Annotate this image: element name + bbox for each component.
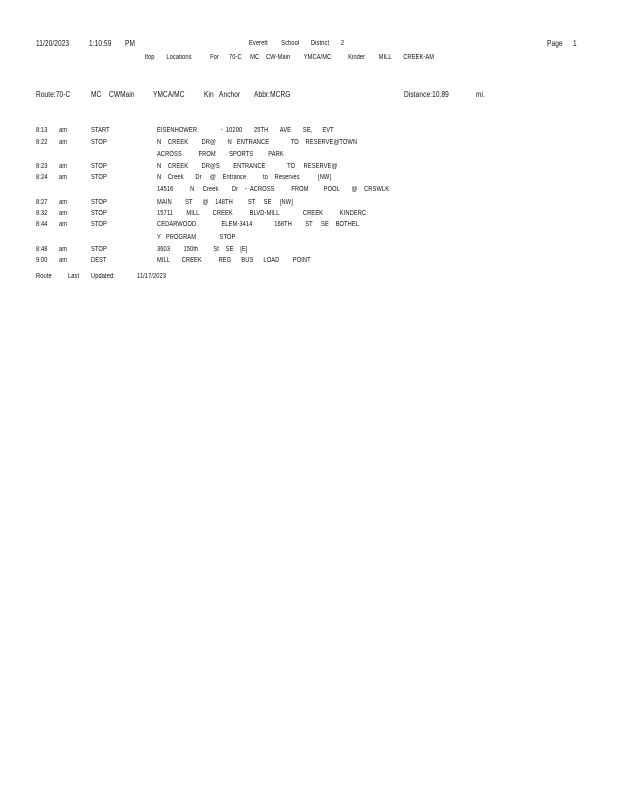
stop-type: STOP: [91, 163, 107, 170]
page-number: 1: [573, 39, 577, 48]
stop-ampm: am: [59, 246, 68, 253]
stop-description: N CREEK DR@ N ENTRANCE TO RESERVE@TOWN: [157, 139, 358, 146]
route-kin: Kin: [204, 90, 214, 99]
stop-ampm: am: [59, 127, 68, 134]
stop-type: STOP: [91, 174, 107, 181]
stop-ampm: am: [59, 139, 68, 146]
stop-time: 8:27: [36, 199, 48, 206]
report-date: 11/20/2023: [36, 39, 70, 48]
stop-description: N CREEK DR@S ENTRANCE TO RESERVE@: [157, 163, 338, 170]
stop-time: 9:00: [36, 257, 48, 264]
stop-type: DEST: [91, 257, 107, 264]
report-subtitle: ltop Locations For 70-C MC CW-Main YMCA/MC Kinder MILL CREEK-AM: [145, 54, 435, 61]
route-mc: MC: [91, 90, 102, 99]
stop-description: 3603 150th St SE [E]: [157, 246, 248, 253]
footer-route-label: Route: [36, 273, 52, 280]
route-distance-unit: mi.: [476, 90, 485, 99]
stop-time: 8:22: [36, 139, 48, 146]
stop-type: STOP: [91, 199, 107, 206]
route-abbr: Abbr:MCRG: [254, 90, 291, 99]
route-id: Route:70-C: [36, 90, 71, 99]
report-ampm: PM: [125, 39, 136, 48]
stop-description: 14516 N Creek Dr - ACROSS FROM POOL @ CRSWLK: [157, 186, 390, 193]
stop-time: 8:32: [36, 210, 48, 217]
stop-ampm: am: [59, 163, 68, 170]
route-distance: Distance:10.89: [404, 90, 449, 99]
stop-description: MAIN ST @ 148TH ST SE [NW]: [157, 199, 293, 206]
stop-ampm: am: [59, 199, 68, 206]
stop-description: EISENHOWER - 10200 25TH AVE SE, EVT: [157, 127, 334, 134]
stop-description: Y PROGRAM STOP: [157, 234, 236, 241]
stop-type: STOP: [91, 246, 107, 253]
footer-last-label: Last: [68, 273, 80, 280]
page-label: Page: [547, 39, 563, 48]
route-anchor: Anchor: [219, 90, 241, 99]
stop-ampm: am: [59, 257, 68, 264]
stop-type: STOP: [91, 139, 107, 146]
route-ymca: YMCA/MC: [153, 90, 185, 99]
footer-updated-label: Updated:: [91, 273, 115, 280]
stop-description: 15711 MILL CREEK BLVD-MILL CREEK KINDERC.: [157, 210, 368, 217]
stop-description: ACROSS FROM SPORTS PARK: [157, 151, 284, 158]
footer-updated-date: 11/17/2023: [137, 273, 167, 280]
stop-ampm: am: [59, 221, 68, 228]
stop-ampm: am: [59, 210, 68, 217]
stop-description: MILL CREEK REG BUS LOAD POINT: [157, 257, 311, 264]
stop-type: START: [91, 127, 110, 134]
stop-type: STOP: [91, 210, 107, 217]
stop-type: STOP: [91, 221, 107, 228]
stop-time: 8:24: [36, 174, 48, 181]
stop-ampm: am: [59, 174, 68, 181]
stop-time: 8:48: [36, 246, 48, 253]
stop-time: 8:44: [36, 221, 48, 228]
district-title: Everett School District 2: [249, 40, 345, 47]
stop-description: N Creek Dr @ Entrance to Reserves [NW]: [157, 174, 332, 181]
route-cw: CWMain: [109, 90, 135, 99]
report-time: 1:10:59: [89, 39, 112, 48]
stop-time: 8:23: [36, 163, 48, 170]
stop-description: CEDARWOOD ELEM-3414 168TH ST SE BOTHEL: [157, 221, 360, 228]
stop-time: 8:13: [36, 127, 48, 134]
